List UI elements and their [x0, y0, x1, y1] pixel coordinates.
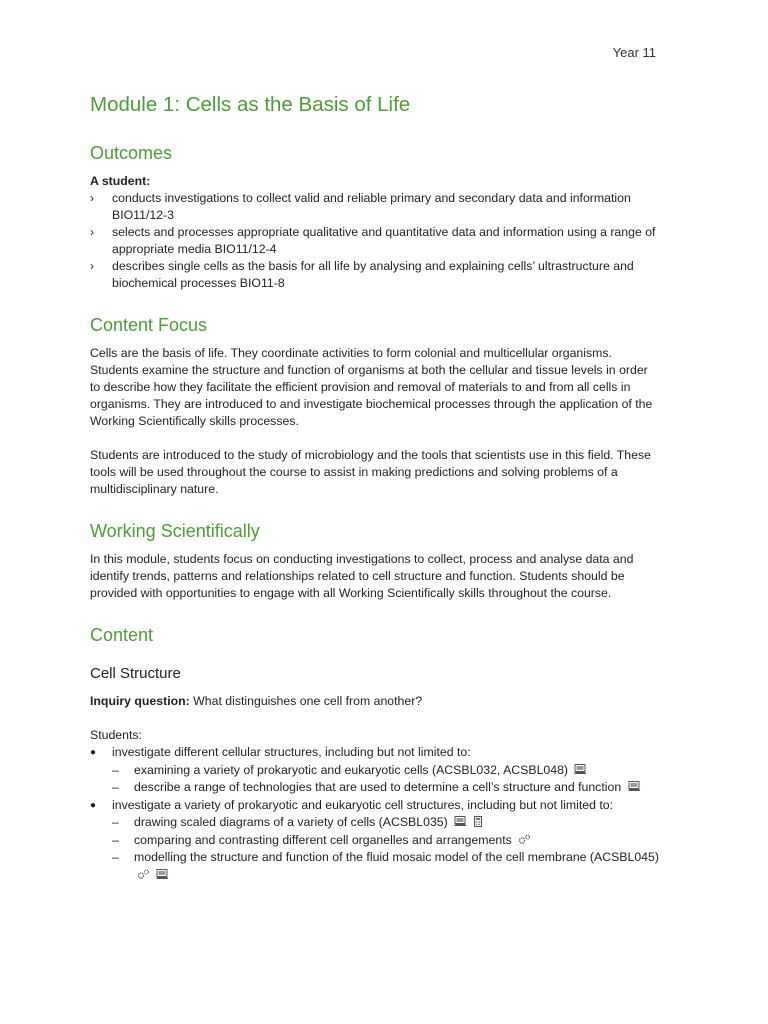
outcome-item: › conducts investigations to collect valid and reliable primary and secondary data and information BIO11/12-3 — [90, 190, 660, 224]
content-sublist — [112, 814, 660, 884]
dash-marker: – — [112, 815, 119, 829]
content-subitem — [112, 762, 660, 780]
content-heading: Content — [90, 625, 154, 645]
ict-icon — [574, 764, 587, 775]
ict-icon — [454, 816, 467, 827]
critical-thinking-icon — [137, 869, 150, 880]
ict-icon — [156, 869, 169, 880]
dash-marker: – — [112, 850, 119, 864]
content-subitem-text: modelling the structure and function of the fluid mosaic model of the cell membrane (ACSBL045) — [134, 850, 659, 864]
bullet-icon: ● — [90, 747, 97, 758]
content-focus-section — [90, 314, 660, 498]
outcome-item: › describes single cells as the basis for all life by analysing and explaining cells’ ultrastructure and biochemical processes BIO11-8 — [90, 258, 660, 292]
outcomes-list — [90, 190, 660, 292]
outcomes-lead: A student: — [90, 174, 151, 188]
inquiry-label: Inquiry question: — [90, 694, 190, 708]
inquiry-text: What distinguishes one cell from another? — [193, 694, 423, 708]
working-scientifically-paragraph: In this module, students focus on conducting investigations to collect, process and analyse data and identify trends, patterns and relationships related to cell structure and function. Students should be provided with opportunities to engage with all Working Scientifically skills throughout the course. — [90, 552, 634, 600]
content-list — [90, 744, 660, 884]
content-focus-heading: Content Focus — [90, 315, 208, 335]
outcomes-section — [90, 142, 660, 292]
bullet-icon: ● — [90, 799, 97, 811]
outcome-item: › selects and processes appropriate qualitative and quantitative data and information using a range of appropriate media BIO11/12-4 — [90, 224, 660, 258]
inquiry-question — [90, 693, 660, 710]
content-item-text: investigate a variety of prokaryotic and eukaryotic cell structures, including but not limited to: — [112, 797, 614, 812]
content-focus-paragraph: Students are introduced to the study of microbiology and the tools that scientists use in this field. These tools will be used throughout the course to assist in making predictions and solving problems of a multidisciplinary nature. — [90, 448, 651, 496]
content-section — [90, 624, 660, 884]
running-header-year: Year 11 — [612, 45, 656, 60]
students-label: Students: — [90, 728, 142, 742]
content-subitem — [112, 849, 660, 884]
content-subitem-text: comparing and contrasting different cell organelles and arrangements — [134, 832, 512, 847]
dash-marker: – — [112, 762, 119, 777]
dash-marker: – — [112, 832, 119, 847]
cell-structure-subheading: Cell Structure — [90, 665, 181, 682]
ict-icon — [628, 781, 641, 792]
outcomes-heading: Outcomes — [90, 143, 173, 163]
content-subitem-text: drawing scaled diagrams of a variety of cells (ACSBL035) — [134, 815, 448, 829]
content-subitem — [112, 832, 660, 850]
module-title: Module 1: Cells as the Basis of Life — [90, 93, 411, 116]
document-body — [90, 92, 660, 884]
content-subitem-text: describe a range of technologies that are used to determine a cell’s structure and function — [134, 780, 622, 794]
content-subitem — [112, 779, 660, 797]
numeracy-icon — [474, 816, 482, 827]
critical-thinking-icon — [518, 834, 531, 845]
content-subitem — [112, 814, 660, 832]
content-sublist — [112, 762, 660, 797]
working-scientifically-section — [90, 520, 660, 602]
content-item — [90, 744, 660, 797]
working-scientifically-heading: Working Scientifically — [90, 521, 260, 541]
content-item-text: investigate different cellular structures, including but not limited to: — [112, 745, 471, 759]
content-subitem-text: examining a variety of prokaryotic and eukaryotic cells (ACSBL032, ACSBL048) — [134, 762, 569, 777]
dash-marker: – — [112, 780, 119, 794]
content-item — [90, 797, 660, 885]
content-focus-paragraph: Cells are the basis of life. They coordinate activities to form colonial and multicellular organisms. Students examine the structure and function of organisms at both the cellular and tissue levels in order to describe how they facilitate the efficient provision and removal of materials to and from all cells in organisms. They are introduced to and investigate biochemical processes through the application of the Working Scientifically skills processes. — [90, 346, 653, 428]
